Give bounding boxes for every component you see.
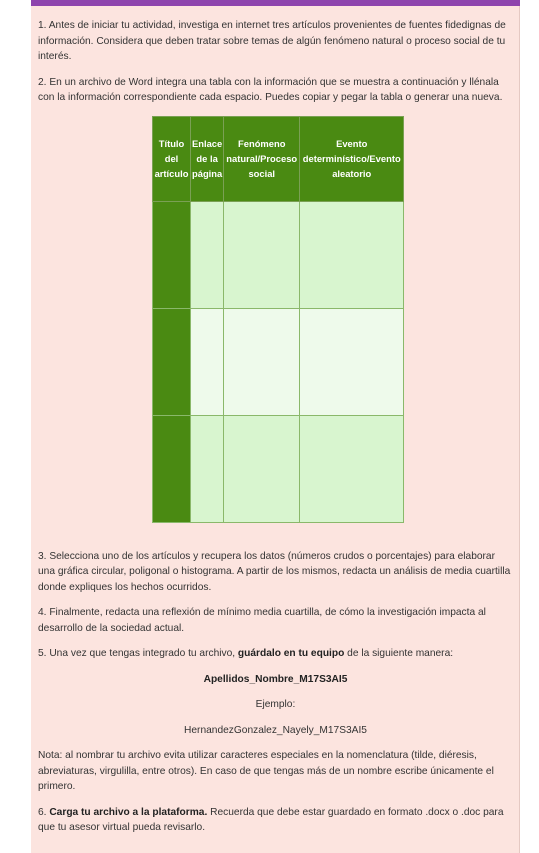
table-cell [153, 415, 191, 522]
table-row [153, 308, 404, 415]
table-row [153, 415, 404, 522]
step-1: 1. Antes de iniciar tu actividad, investiga en internet tres artículos provenientes de fuentes fidedignas de información. Considera que deben tratar sobre temas de algún fenómeno natural o proceso social de tu interés. [38, 20, 506, 62]
step-6-bold: Carga tu archivo a la plataforma. [49, 806, 208, 818]
table-cell [153, 201, 191, 308]
template-table-wrap [152, 116, 513, 523]
panel-border [519, 6, 520, 853]
step-4: 4. Finalmente, redacta una reflexión de mínimo media cuartilla, de cómo la investigación impacta al desarrollo de la sociedad actual. [38, 607, 486, 634]
filename-format-text: Apellidos_Nombre_M17S3AI5 [203, 673, 348, 685]
header-enlace: Enlace de la página [191, 116, 224, 201]
table-cell [300, 308, 404, 415]
table-cell [191, 415, 224, 522]
header-titulo: Título del artículo [153, 116, 191, 201]
step-5-text: 5. Una vez que tengas integrado tu archivo, [38, 648, 238, 659]
top-accent-bar [31, 0, 520, 6]
step-3: 3. Selecciona uno de los artículos y recupera los datos (números crudos o porcentajes) para elaborar una gráfica circular, poligonal o histograma. A partir de los mismos, redacta un análisis de media cuartilla donde expliques los hechos ocurridos. [38, 550, 511, 593]
table-cell [191, 201, 224, 308]
step-5 [38, 646, 513, 662]
step-6 [38, 805, 513, 836]
step-5-text-end: de la siguiente manera: [344, 648, 454, 659]
example-label: Ejemplo: [255, 699, 296, 710]
table-cell [153, 308, 191, 415]
step-6-number: 6. [38, 806, 50, 818]
table-cell [191, 308, 224, 415]
header-evento: Evento determinístico/Evento aleatorio [300, 116, 404, 201]
instructions [38, 18, 513, 846]
table-cell [224, 415, 300, 522]
table-cell [300, 415, 404, 522]
template-table [152, 116, 404, 523]
step-6-text: Recuerda que debe estar guardado en formato .docx o .doc para que tu asesor virtual pueda revisarlo. [38, 806, 504, 833]
step-2: 2. En un archivo de Word integra una tabla con la información que se muestra a continuación y llénala con la información correspondiente cada espacio. Puedes copiar y pegar la tabla o generar una nueva. [38, 76, 503, 103]
table-cell [300, 201, 404, 308]
table-row [153, 201, 404, 308]
example-filename: HernandezGonzalez_Nayely_M17S3AI5 [184, 724, 367, 736]
table-cell [224, 308, 300, 415]
header-fenomeno: Fenómeno natural/Proceso social [224, 116, 300, 201]
filename-format [38, 672, 513, 688]
table-cell [224, 201, 300, 308]
table-header-row [153, 116, 404, 201]
step-5-bold: guárdalo en tu equipo [237, 648, 345, 659]
naming-note: Nota: al nombrar tu archivo evita utilizar caracteres especiales en la nomenclatura (tilde, diéresis, abreviaturas, virgulilla, entre otros). En caso de que tengas más de un nombre escribe únicamente el primero. [38, 750, 494, 792]
